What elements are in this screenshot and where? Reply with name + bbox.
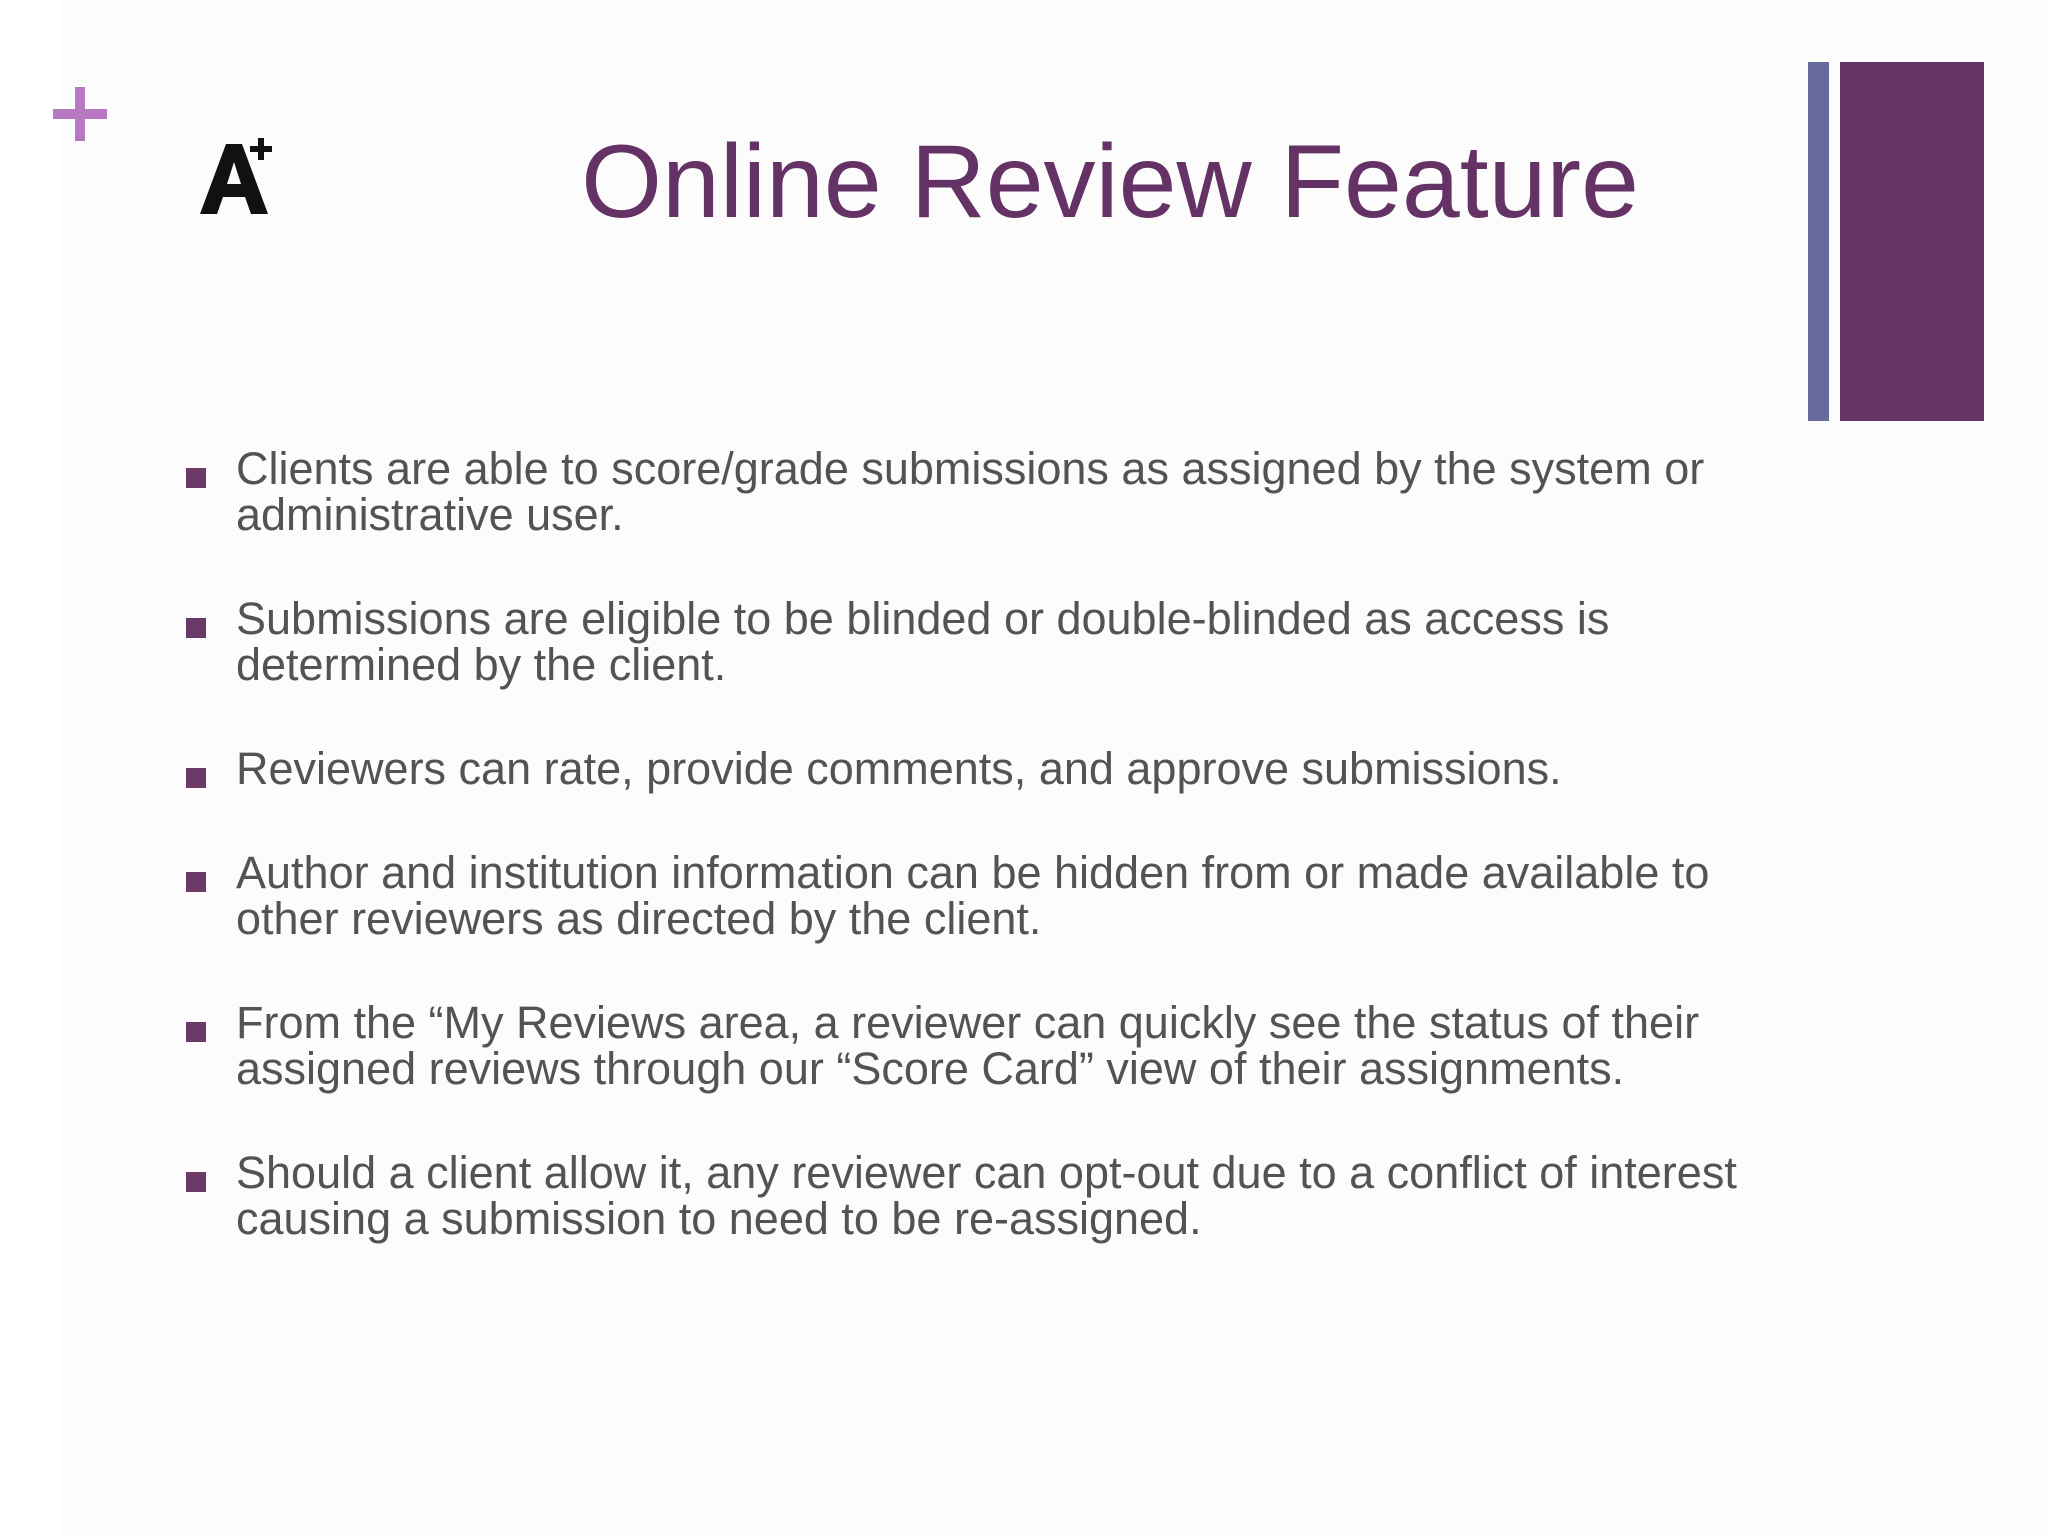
square-bullet-icon <box>186 468 206 488</box>
bullet-text: Reviewers can rate, provide comments, and approve submissions. <box>236 743 1562 794</box>
square-bullet-icon <box>186 618 206 638</box>
bullet-list <box>186 443 1786 1300</box>
bullet-item <box>186 743 1786 794</box>
square-bullet-icon <box>186 1022 206 1042</box>
plus-icon-vertical <box>75 87 85 141</box>
bullet-item <box>186 443 1786 540</box>
bullet-text: Author and institution information can be hidden from or made available to other reviewers as directed by the client. <box>236 847 1710 944</box>
bullet-item <box>186 847 1786 944</box>
a-plus-logo-icon <box>196 134 282 220</box>
bullet-text: Submissions are eligible to be blinded or double-blinded as access is determined by the client. <box>236 593 1610 690</box>
bullet-text: From the “My Reviews area, a reviewer can quickly see the status of their assigned reviews through our “Score Card” view of their assignments. <box>236 997 1700 1094</box>
bullet-item <box>186 1147 1786 1244</box>
bullet-item <box>186 997 1786 1094</box>
bullet-text: Should a client allow it, any reviewer can opt-out due to a conflict of interest causing a submission to need to be re-assigned. <box>236 1147 1737 1244</box>
slide-title: Online Review Feature <box>581 124 1639 240</box>
decor-bar-thick <box>1840 62 1984 421</box>
bullet-text: Clients are able to score/grade submissions as assigned by the system or administrative user. <box>236 443 1705 540</box>
bullet-item <box>186 593 1786 690</box>
plus-icon <box>53 87 107 141</box>
decor-bar-thin <box>1808 62 1829 421</box>
left-margin-strip <box>0 0 62 1536</box>
square-bullet-icon <box>186 768 206 788</box>
square-bullet-icon <box>186 1172 206 1192</box>
square-bullet-icon <box>186 872 206 892</box>
